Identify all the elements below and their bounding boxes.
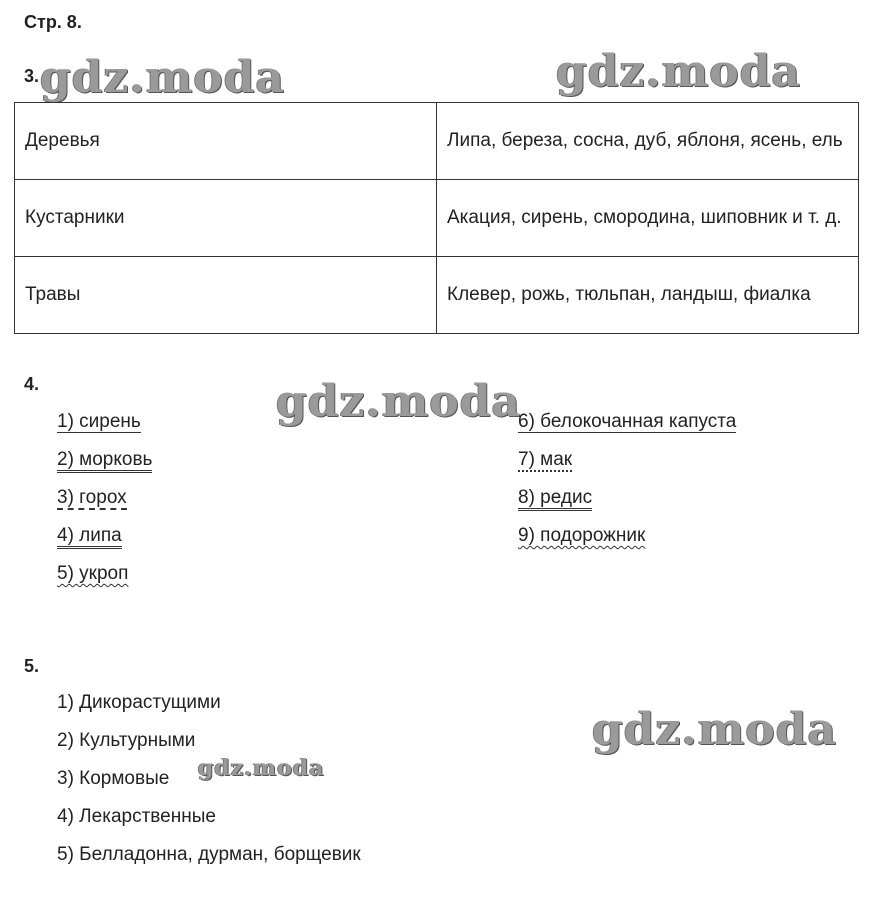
list-item: 3) горох <box>57 487 127 508</box>
list-item: 9) подорожник <box>518 525 646 546</box>
list-item: 2) Культурными <box>57 730 196 751</box>
list-item: 2) морковь <box>57 449 152 473</box>
plants-classification-table <box>14 102 859 334</box>
task4-number: 4. <box>24 374 40 394</box>
table-cell-examples: Акация, сирень, смородина, шиповник и т. д. <box>437 180 859 257</box>
table-cell-category: Деревья <box>15 103 437 180</box>
list-item: 6) белокочанная капуста <box>518 411 737 432</box>
table-cell-examples: Клевер, рожь, тюльпан, ландыш, фиалка <box>437 257 859 334</box>
table-row <box>15 180 859 257</box>
list-item: 4) липа <box>57 525 122 549</box>
task5-number: 5. <box>24 656 40 676</box>
table-cell-category: Кустарники <box>15 180 437 257</box>
list-item: 5) укроп <box>57 563 129 584</box>
watermark-logo: gdz.moda <box>198 755 325 781</box>
list-item: 1) Дикорастущими <box>57 692 221 713</box>
table-cell-examples: Липа, береза, сосна, дуб, яблоня, ясень, ель <box>437 103 859 180</box>
task3-number: 3. <box>24 66 40 86</box>
list-item: 5) Белладонна, дурман, борщевик <box>57 844 361 865</box>
table-cell-category: Травы <box>15 257 437 334</box>
list-item: 1) сирень <box>57 411 141 432</box>
table-row <box>15 257 859 334</box>
list-item: 3) Кормовые <box>57 768 170 789</box>
watermark-logo: gdz.moda <box>556 46 802 97</box>
watermark-logo: gdz.moda <box>592 704 838 755</box>
list-item: 8) редис <box>518 487 592 511</box>
watermark-logo: gdz.moda <box>40 52 286 103</box>
list-item: 7) мак <box>518 449 573 470</box>
watermark-logo: gdz.moda <box>276 376 522 427</box>
list-item: 4) Лекарственные <box>57 806 216 827</box>
page-title: Стр. 8. <box>24 12 82 32</box>
table-row <box>15 103 859 180</box>
